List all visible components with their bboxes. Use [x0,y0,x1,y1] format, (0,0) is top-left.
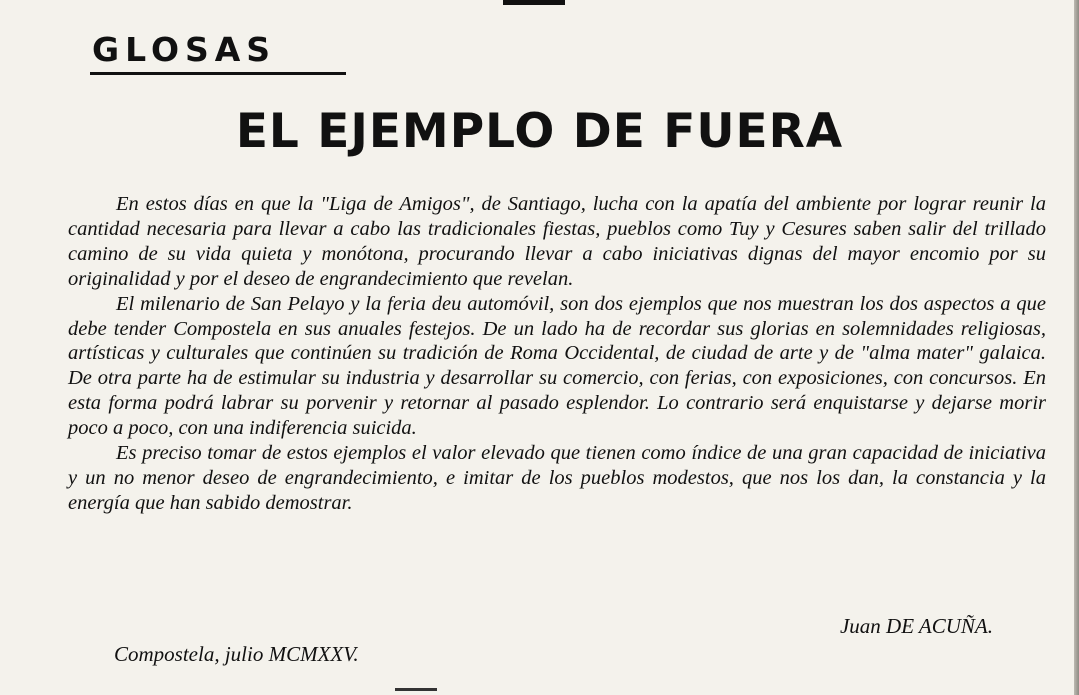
article-headline: EL EJEMPLO DE FUERA [235,104,844,159]
section-underline [90,72,346,75]
author-signature: Juan DE ACUÑA. [839,614,993,638]
article-paragraph: El milenario de San Pelayo y la feria deu automóvil, son dos ejemplos que nos muestran los dos aspectos a que debe tender Compostela en sus anuales festejos. De un lado ha de recordar sus glorias en solemnidades religiosas, artísticas y culturales que continúen su tradición de Roma Occidental, de ciudad de arte y de "alma mater" galaica. De otra parte ha de estimular su industria y desarrollar su comercio, con ferias, con exposiciones, con concursos. En esta forma podrá labrar su porvenir y retornar al pasado esplendor. Lo contrario será enquistarse y dejarse morir poco a poco, con una indiferencia suicida. [68,292,1046,440]
article-paragraph: En estos días en que la "Liga de Amigos", de Santiago, lucha con la apatía del ambiente por lograr reunir la cantidad necesaria para llevar a cabo las tradicionales fiestas, pueblos como Tuy y Cesures saben salir del trillado camino de su vida quieta y monótona, procurando llevar a cabo iniciativas dignas del mayor encomio por su originalidad y por el deseo de engrandecimiento que revelan. [68,193,1046,290]
top-rule [503,0,565,5]
page-edge [1074,0,1079,695]
article-paragraph: Es preciso tomar de estos ejemplos el valor elevado que tienen como índice de una gran capacidad de iniciativa y un no menor deseo de engrandecimiento, e imitar de los pueblos modestos, que nos los dan, la constancia y la energía que han sabido demostrar. [68,442,1046,514]
dateline: Compostela, julio MCMXXV. [114,642,359,666]
article-body [68,192,1046,516]
section-label: GLOSAS [92,30,277,69]
bottom-rule [395,688,437,691]
